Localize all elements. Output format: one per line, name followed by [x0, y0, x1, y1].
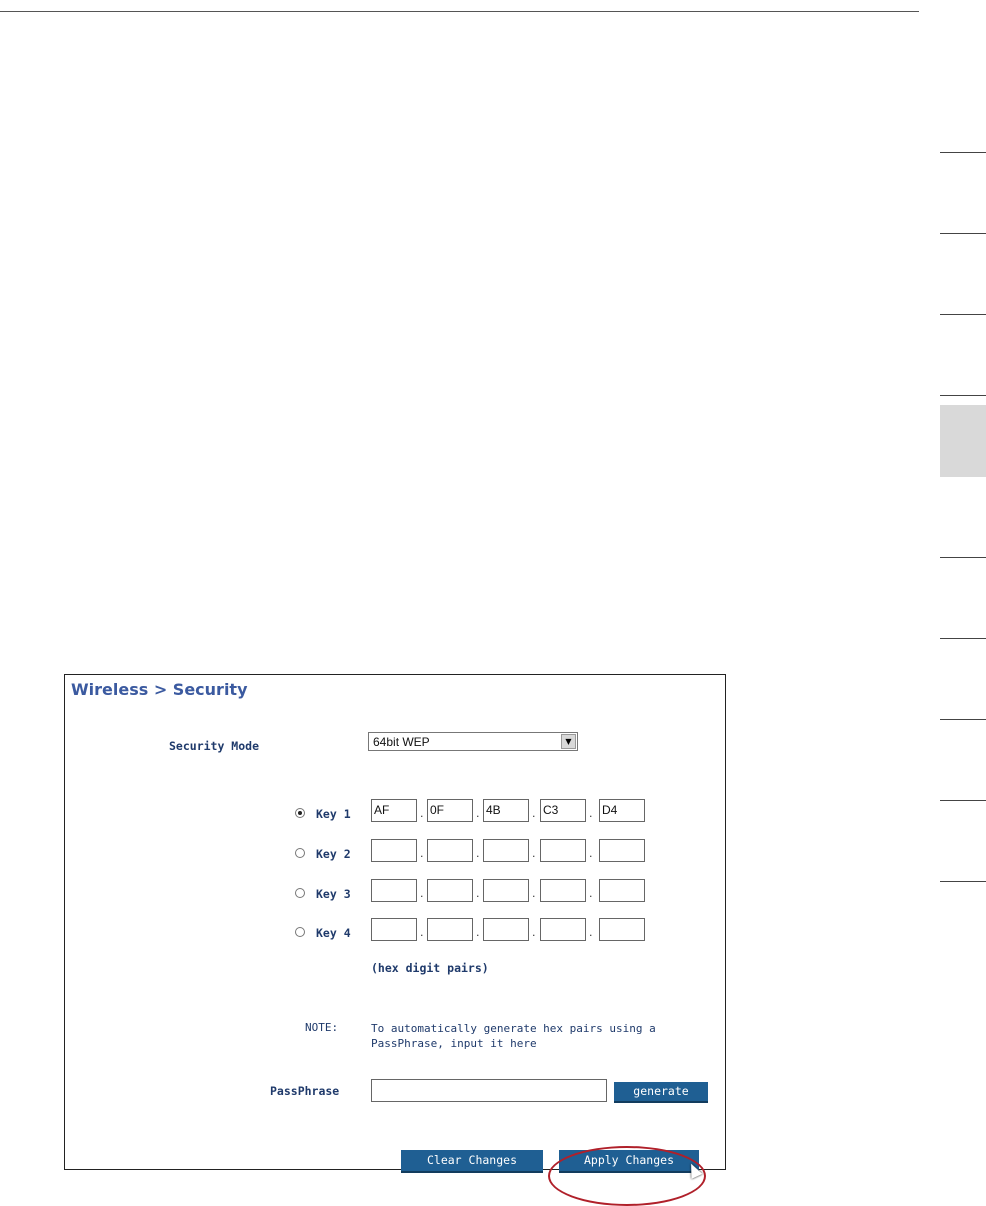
hex-separator: . [532, 807, 536, 820]
key-2-hex-3[interactable] [483, 839, 529, 862]
hex-separator: . [589, 807, 593, 820]
apply-highlight-ring [548, 1146, 706, 1206]
key-2-hex-1[interactable] [371, 839, 417, 862]
hex-separator: . [532, 926, 536, 939]
hex-separator: . [532, 887, 536, 900]
key-4-hex-2[interactable] [427, 918, 473, 941]
key-2-radio[interactable] [295, 848, 305, 858]
apply-changes-button[interactable]: Apply Changes [559, 1150, 699, 1173]
key-1-hex-5[interactable]: D4 [599, 799, 645, 822]
key-3-hex-4[interactable] [540, 879, 586, 902]
key-1-hex-4[interactable]: C3 [540, 799, 586, 822]
section-tab-divider [940, 395, 986, 396]
hex-separator: . [420, 887, 424, 900]
key-2-label: Key 2 [316, 847, 351, 861]
section-tab-divider [940, 719, 986, 720]
note-text: To automatically generate hex pairs using a PassPhrase, input it here [371, 1022, 656, 1050]
hex-separator: . [420, 807, 424, 820]
wireless-security-panel [64, 674, 726, 1170]
key-4-radio[interactable] [295, 927, 305, 937]
key-3-label: Key 3 [316, 887, 351, 901]
hex-separator: . [589, 926, 593, 939]
key-1-label: Key 1 [316, 807, 351, 821]
key-2-hex-4[interactable] [540, 839, 586, 862]
section-tab-divider [940, 881, 986, 882]
key-4-hex-1[interactable] [371, 918, 417, 941]
hex-separator: . [589, 847, 593, 860]
key-2-hex-5[interactable] [599, 839, 645, 862]
key-3-hex-5[interactable] [599, 879, 645, 902]
hex-digit-pairs-hint: (hex digit pairs) [371, 961, 489, 975]
key-4-hex-4[interactable] [540, 918, 586, 941]
hex-separator: . [476, 847, 480, 860]
hex-separator: . [476, 807, 480, 820]
section-tab-divider [940, 152, 986, 153]
section-tab-active [940, 405, 986, 477]
key-3-hex-1[interactable] [371, 879, 417, 902]
passphrase-label: PassPhrase [270, 1084, 340, 1098]
hex-separator: . [476, 887, 480, 900]
section-tab-divider [940, 557, 986, 558]
chevron-down-icon[interactable]: ▼ [561, 734, 576, 749]
section-tab-divider [940, 233, 986, 234]
hex-separator: . [420, 926, 424, 939]
key-4-hex-3[interactable] [483, 918, 529, 941]
key-4-label: Key 4 [316, 926, 351, 940]
section-tab-divider [940, 314, 986, 315]
hex-separator: . [589, 887, 593, 900]
key-4-hex-5[interactable] [599, 918, 645, 941]
section-tab-divider [940, 800, 986, 801]
security-mode-select[interactable] [368, 732, 578, 751]
hex-separator: . [420, 847, 424, 860]
generate-button[interactable]: generate [614, 1082, 708, 1103]
key-1-radio[interactable] [295, 808, 305, 818]
security-mode-value: 64bit WEP [373, 735, 430, 749]
key-3-hex-3[interactable] [483, 879, 529, 902]
key-1-hex-3[interactable]: 4B [483, 799, 529, 822]
page-top-rule [0, 11, 919, 12]
key-1-hex-1[interactable]: AF [371, 799, 417, 822]
hex-separator: . [532, 847, 536, 860]
security-mode-label: Security Mode [169, 739, 260, 753]
key-3-radio[interactable] [295, 888, 305, 898]
hex-separator: . [476, 926, 480, 939]
section-tab-divider [940, 638, 986, 639]
page-title: Wireless > Security [71, 680, 248, 699]
note-label: NOTE: [305, 1021, 339, 1034]
key-2-hex-2[interactable] [427, 839, 473, 862]
clear-changes-button[interactable]: Clear Changes [401, 1150, 543, 1173]
passphrase-input[interactable] [371, 1079, 607, 1102]
key-1-hex-2[interactable]: 0F [427, 799, 473, 822]
key-3-hex-2[interactable] [427, 879, 473, 902]
